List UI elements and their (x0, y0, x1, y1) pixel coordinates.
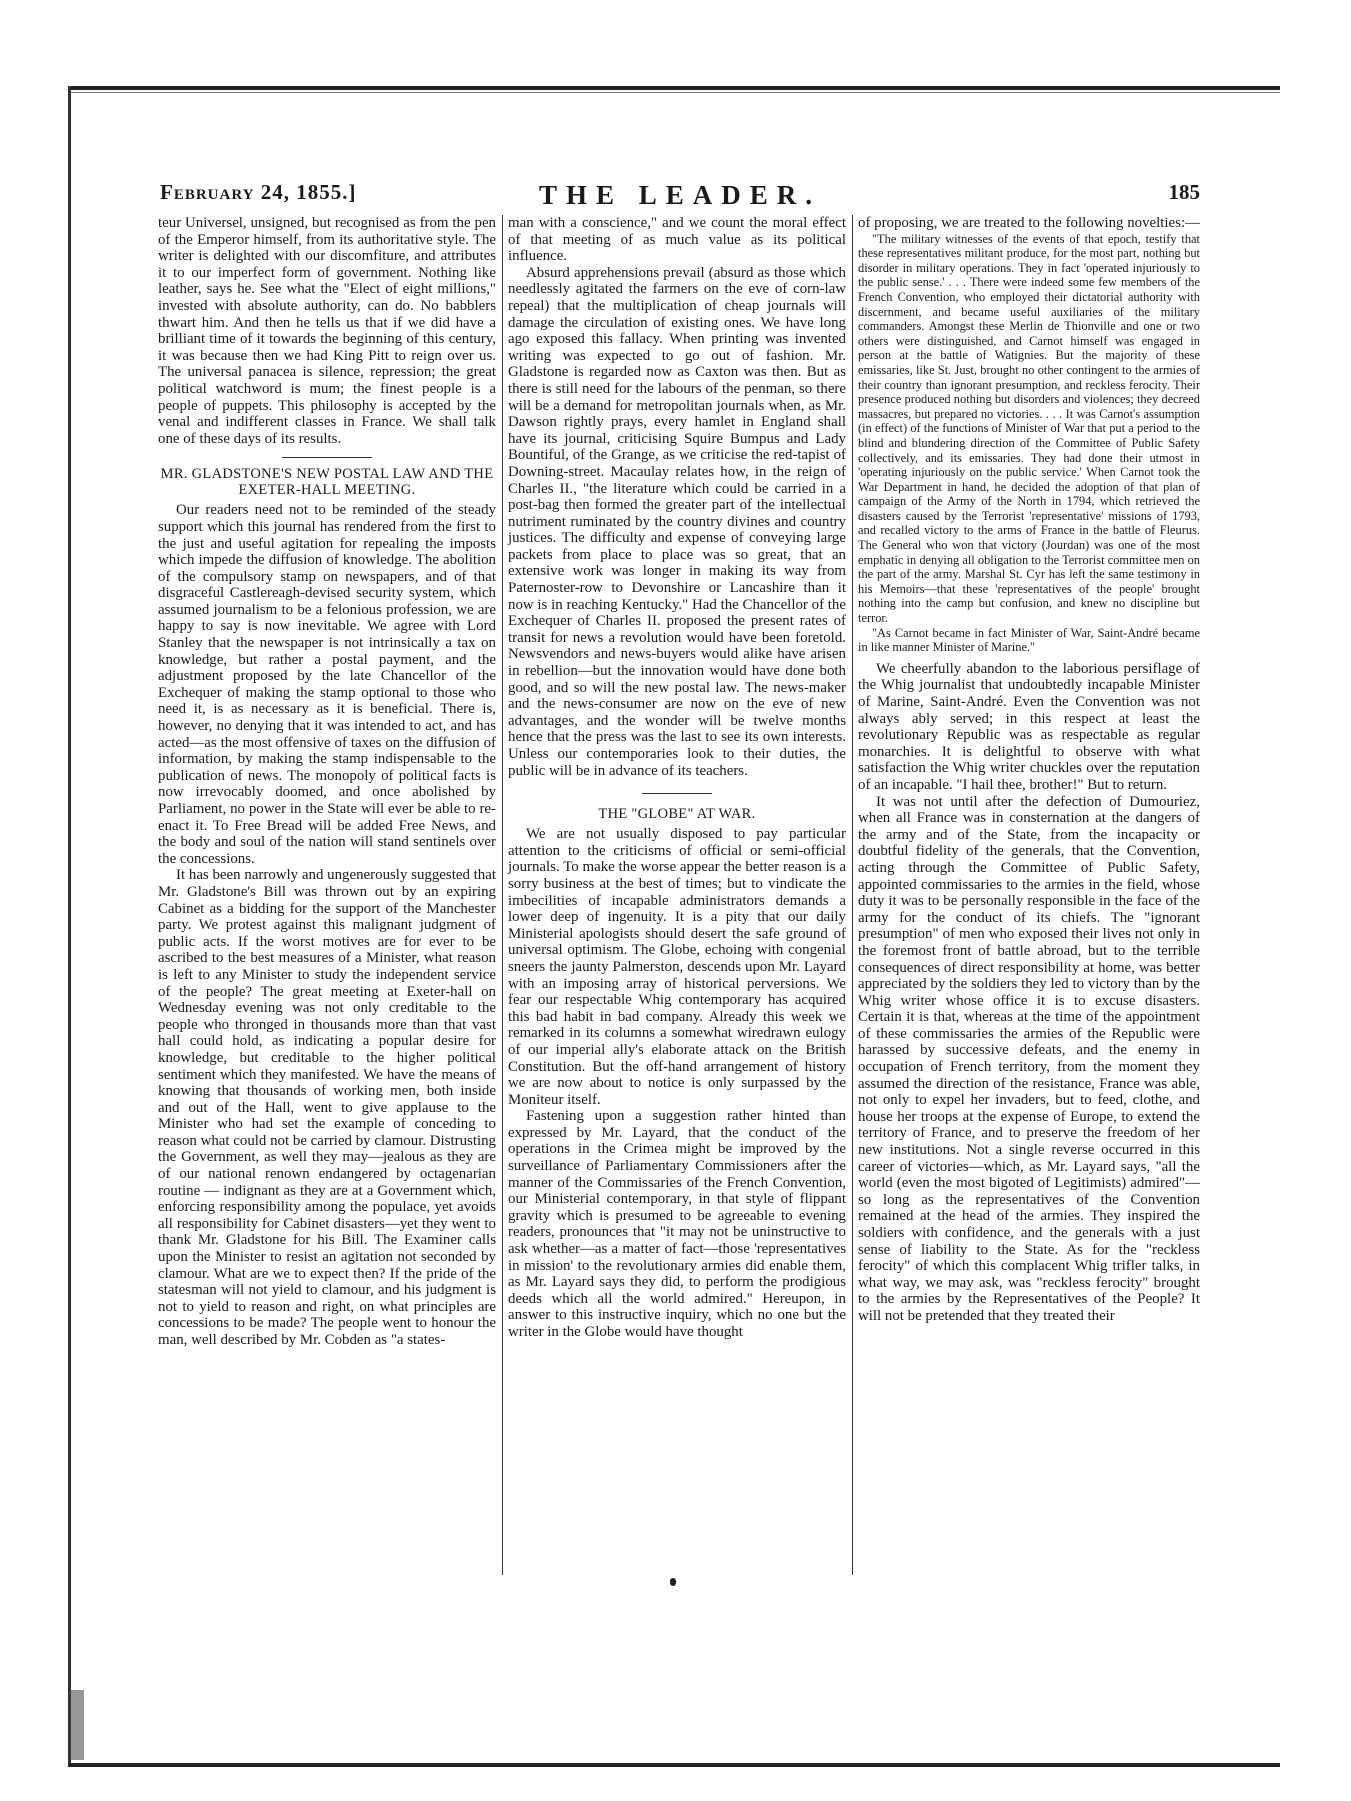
article-paragraph: Absurd apprehensions prevail (absurd as those which needlessly agitated the farmers on the eve of corn-law repeal) that the multiplication of cheap journals will damage the circulation of existing ones. We have long ago exposed this fallacy. When printing was invented writing was expected to go out of fashion. Mr. Gladstone is regarded now as Caxton was then. But as there is still need for the labours of the penman, so there will be a demand for metropolitan journals when, as Mr. Dawson rightly prays, every hamlet in England shall have its journal, criticising Squire Bumpus and Lady Bountiful, of the Grange, as we criticise the red-tapist of Downing-street. Macaulay relates how, in the reign of Charles II., "the literature which could be carried in a post-bag then formed the greater part of the intellectual nutriment ruminated by the country divines and country justices. The difficulty and expense of conveying large packets from place to place was so great, that an extensive work was longer in making its way from Paternoster-row to Devonshire or Lancashire than it now is in reaching Kentucky." Had the Chancellor of the Exchequer of Charles II. proposed the present rates of transit for news a revolution would have been foretold. Newsvendors and news-buyers would alike have arisen in rebellion—but the innovation would have done both good, and so will the new postal law. The news-maker and the news-consumer are now on the eve of new advantages, and the wonder will be twelve months hence that the press was the last to see its own interests. Unless our contemporaries look to their duties, the public will be in advance of its teachers. (508, 264, 846, 779)
article-paragraph: It was not until after the defection of Dumouriez, when all France was in consternation at the dangers of the army and of the State, from the incapacity or doubtful fidelity of the generals, that the Convention, acting through the Committee of Public Safety, appointed commissaries to the armies in the field, whose duty it was to be personally responsible in the face of the army for the conduct of its chiefs. The "ignorant presumption" of men who exposed their lives not only in the foremost front of battle abroad, but to the terrible consequences of direct responsibility at home, was better appreciated by the soldiers they led to victory than by the Whig writer whose office it is to excuse disasters. Certain it is that, whereas at the time of the appointment of these commissaries the armies of the Republic were harassed by successive defeats, and the enemy in occupation of French territory, from the moment they assumed the direction of the resistance, France was able, not only to expel her invaders, but to feed, clothe, and house her troops at the expense of Europe, to extend the territory of France, and to preserve the freedom of her new institutions. Not a single reverse occurred in this career of victories—which, as Mr. Layard says, "all the world (even the most bigoted of Legitimists) admired"—so long as the representatives of the Convention remained at the head of the armies. They inspired the soldiers with confidence, and the generals with a just sense of liability to the State. As for the "reckless ferocity" of which this complacent Whig trifler talks, in what way, we may ask, was "reckless ferocity" brought to the armies by the Representatives of the People? It will not be pretended that they treated their (858, 793, 1200, 1324)
top-border-rule-thin (70, 92, 1280, 93)
left-border-rule (68, 86, 71, 1766)
column-divider-2 (852, 215, 853, 1575)
article-continuation: teur Universel, unsigned, but recognised as from the pen of the Emperor himself, from its authoritative style. The writer is delighted with our discomfiture, and attributes it to our imperfect form of government. Nothing like leather, says he. See what the "Elect of eight millions," invested with absolute authority, can do. No babblers thwart him. And then he tells us that if we did have a brilliant time of it towards the beginning of this century, it was because then we had King Pitt to reign over us. The universal panacea is silence, repression; the great political watchword is mum; the finest people is a people of puppets. This philosophy is accepted by the venal and indifferent classes in France. We shall talk one of these days of its results. (158, 215, 496, 447)
article-paragraph: We cheerfully abandon to the laborious persiflage of the Whig journalist that undoubtedly incapable Minister of Marine, Saint-André. Even the Convention was not always ably served; in this respect at least the revolutionary Republic was as respectable as regular monarchies. It is delightful to observe with what satisfaction the Whig writer chuckles over the reputation of an incapable. "I hail thee, brother!" But to return. (858, 660, 1200, 793)
article-paragraph: We are not usually disposed to pay particular attention to the criticisms of official or semi-official journals. To make the worse appear the better reason is a sorry business at the best of times; but to vindicate the imbecilities of incapable administrators demands a lower deep of ingenuity. It is a pity that our daily Ministerial apologists should desert the safe ground of universal optimism. The Globe, echoing with congenial sneers the jaunty Palmerston, descends upon Mr. Layard with an imposing array of historical perversions. We fear our respectable Whig contemporary has acquired this bad habit in bad company. Already this week we remarked in its columns a somewhat wiredrawn eulogy of our imperial ally's elaborate attack on the British Constitution. But the off-hand arrangement of history we are now about to notice is only surpassed by the Moniteur itself. (508, 826, 846, 1108)
column-divider-1 (502, 215, 503, 1575)
article-paragraph: It has been narrowly and ungenerously suggested that Mr. Gladstone's Bill was thrown out by an expiring Cabinet as a bidding for the support of the Manchester party. We protest against this malignant judgment of public acts. If the worst motives are for ever to be ascribed to the best measures of a Minister, what reason is left to any Minister to study the independent service of the people? The great meeting at Exeter-hall on Wednesday evening was not only creditable to the people who thronged in thousands more than that vast hall could hold, as indicating a popular desire for knowledge, but creditable to the higher political sentiment which they manifested. We have the means of knowing that thousands of working men, both inside and out of the Hall, went to give applause to the Minister who had set the example of conceding to reason what could not be carried by clamour. Distrusting the Government, as well they may—jealous as they are of our national renown endangered by octagenarian routine — indignant as they are at a Government which, enforcing responsibility among the populace, yet avoids all responsibility for Cabinet disasters—yet they went to thank Mr. Gladstone for his Bill. The Examiner calls upon the Minister to resist an agitation not seconded by clamour. What are we to expect then? If the pride of the statesman will not yield to clamour, and his judgment is not to yield to reason and right, on what principles are concessions to be made? The people went to honour the man, well described by Mr. Cobden as "a states- (158, 867, 496, 1348)
article-paragraph: Our readers need not to be reminded of the steady support which this journal has rendered from the first to the just and useful agitation for repealing the imposts which impede the diffusion of knowledge. The abolition of the compulsory stamp on newspapers, and of that disgraceful Castlereagh-devised security system, which assumed journalism to be a felonious profession, we are happy to say is now inevitable. We agree with Lord Stanley that the newspaper is not intrinsically a tax on knowledge, but rather a postal payment, and the adjustment proposed by the late Chancellor of the Exchequer of making the stamp optional to those who need it, is as necessary as it is beneficial. There is, however, no denying that it was intended to act, and has acted—as the most offensive of taxes on the diffusion of information, by making the stamp indispensable to the publication of news. The monopoly of political facts is now irrevocably doomed, and once abolished by Parliament, no power in the State will ever be able to re-enact it. To Free Bread will be added Free News, and the body and soul of the nation will stand sentinels over the concessions. (158, 502, 496, 867)
ink-mark (670, 1578, 676, 1586)
issue-date: February 24, 1855.] (160, 180, 357, 204)
section-separator (642, 793, 712, 794)
page-header (160, 180, 1200, 214)
bottom-border-rule (68, 1763, 1280, 1767)
article-paragraph: Fastening upon a suggestion rather hinted than expressed by Mr. Layard, that the conduct of the operations in the Crimea might be improved by the surveillance of Parliamentary Commissioners after the manner of the Commissaries of the French Convention, our Ministerial contemporary, in that style of flippant gravity which is presumed to be agreeable to evening readers, pronounces that "it may not be uninstructive to ask whether—as a matter of fact—those 'representatives in mission' to the revolutionary armies did enable them, as Mr. Layard says they did, to perform the prodigious deeds which all the world admired." Hereupon, in answer to this instructive inquiry, which no one but the writer in the Globe would have thought (508, 1108, 846, 1340)
column-2 (508, 215, 846, 1341)
binding-smudge (70, 1690, 84, 1760)
article-paragraph: man with a conscience," and we count the moral effect of that meeting of as much value as its political influence. (508, 215, 846, 265)
block-quote: "As Carnot became in fact Minister of War, Saint-André became in like manner Minister of Marine." (858, 625, 1200, 655)
article-heading-globe-at-war: THE "GLOBE" AT WAR. (598, 806, 756, 823)
masthead-title: THE LEADER. (538, 180, 822, 210)
article-paragraph: of proposing, we are treated to the following novelties:— (858, 215, 1200, 231)
top-border-rule (70, 86, 1280, 90)
column-1 (158, 215, 496, 1349)
section-separator (282, 457, 372, 458)
article-heading-postal-law: MR. GLADSTONE'S NEW POSTAL LAW AND THE EXETER-HALL MEETING. (160, 466, 494, 499)
block-quote: "The military witnesses of the events of that epoch, testify that these representatives militant produce, for the most part, nothing but disorder in military operations. They in fact 'operated injuriously to the public sense.' . . . There were indeed some few members of the French Convention, who employed their dictatorial authority with discernment, and became useful auxiliaries of the military commanders. Amongst these Merlin de Thionville and one or two others were distinguished, and Carnot himself was engaged in person at the battle of Watignies. But the majority of these emissaries, like St. Just, brought no other contingent to the armies of their country than ignorant presumption, and reckless ferocity. Their presence produced nothing but disorders and violences; they decreed massacres, but prepared no victories. . . . It was Carnot's assumption (in effect) of the functions of Minister of War that put a period to the blind and blundering direction of the Committee of Public Safety collectively, and its emissaries. They had done their utmost in 'operating injuriously on the public service.' When Carnot took the War Department in hand, he decided the adoption of that plan of campaign of the Army of the North in 1794, which retrieved the disasters caused by the Terrorist 'representative' missions of 1793, and recalled victory to the arms of France in the battle of Fleurus. The General who won that victory (Jourdan) was one of the most emphatic in denying all obligation to the Terrorist committee men on the part of the army. Marshal St. Cyr has left the same testimony in his Memoirs—that these 'representatives of the people' brought nothing into the camp but confusion, and knew no discipline but terror. (858, 231, 1200, 626)
column-3 (858, 215, 1200, 1325)
page-number: 185 (1168, 180, 1200, 204)
